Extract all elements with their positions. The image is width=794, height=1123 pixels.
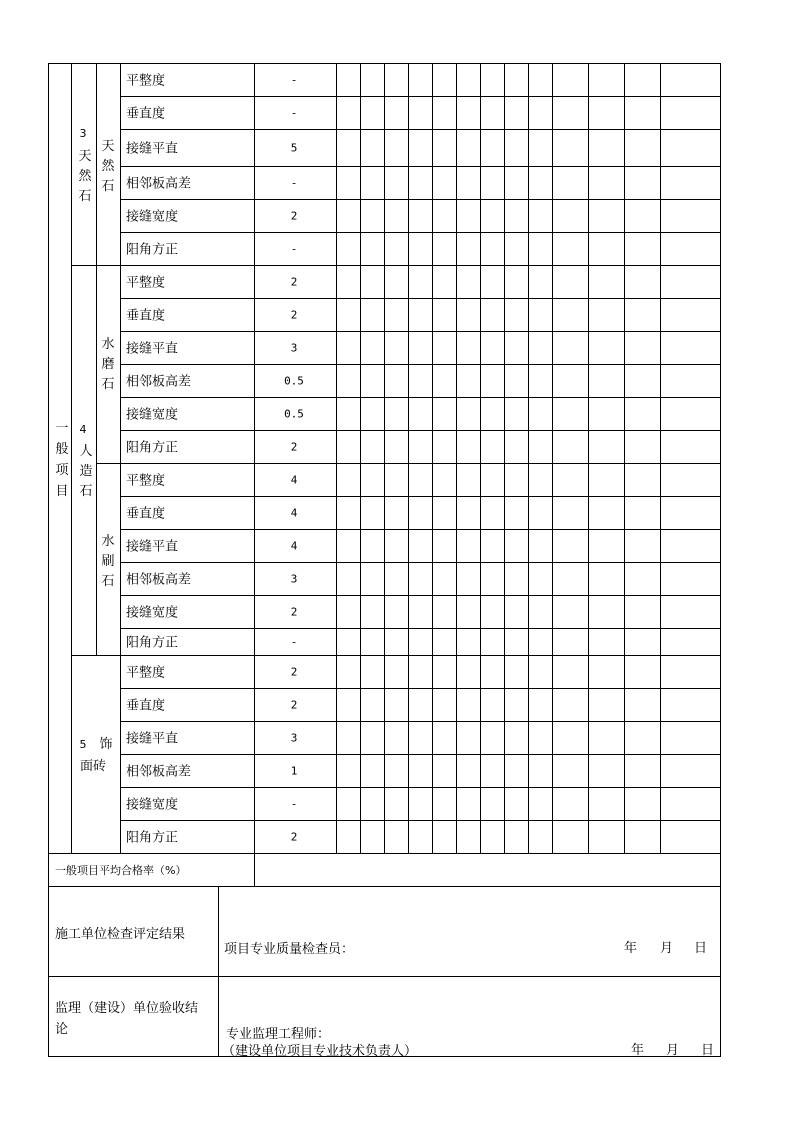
item-allowed-deviation: 0.5 [284, 407, 304, 421]
item-allowed-deviation: 2 [290, 830, 298, 844]
item-allowed-deviation: 2 [290, 605, 298, 619]
supervision-month-label: 月 [666, 1043, 680, 1058]
main-section-label [55, 421, 69, 499]
item-label: 垂直度 [126, 308, 166, 324]
item-allowed-deviation: - [290, 106, 298, 120]
item-label: 垂直度 [126, 106, 166, 122]
group-3-label [78, 127, 92, 204]
supervision-engineer-label: 专业监理工程师： [226, 1027, 331, 1042]
item-allowed-deviation: - [290, 242, 298, 256]
item-allowed-deviation: 2 [290, 275, 298, 289]
group-4-label [79, 423, 92, 499]
item-label: 相邻板高差 [126, 764, 192, 780]
subgroup-tianranshi-label: 天然石 [101, 139, 115, 194]
group-4-name: 人造石 [79, 444, 93, 499]
item-allowed-deviation: - [290, 797, 298, 811]
group-5-label [80, 737, 113, 774]
item-label: 接缝平直 [126, 341, 179, 357]
item-allowed-deviation: 4 [290, 473, 298, 487]
item-allowed-deviation: 4 [290, 506, 298, 520]
item-allowed-deviation: - [290, 635, 298, 649]
item-allowed-deviation: - [290, 176, 298, 190]
item-label: 接缝宽度 [126, 209, 179, 225]
construction-day-label: 日 [694, 941, 708, 956]
group-3-number: 3 [79, 127, 87, 140]
item-allowed-deviation: 3 [290, 341, 298, 355]
item-label: 相邻板高差 [126, 176, 192, 192]
average-pass-rate-label: 一般项目平均合格率（%） [55, 864, 187, 877]
item-allowed-deviation: 2 [290, 308, 298, 322]
group-3-name: 天然石 [78, 149, 92, 204]
item-allowed-deviation: 5 [290, 141, 298, 155]
construction-month-label: 月 [660, 941, 674, 956]
item-allowed-deviation: 2 [290, 209, 298, 223]
item-label: 垂直度 [126, 506, 166, 522]
subgroup-shuimoshi-label: 水磨石 [101, 337, 115, 392]
supervision-conclusion-label-line2: 论 [55, 1022, 69, 1037]
main-section-text: 一般项目 [55, 421, 69, 499]
item-label: 垂直度 [126, 698, 166, 714]
construction-inspector-label: 项目专业质量检查员： [224, 942, 355, 957]
item-rows [126, 73, 304, 846]
group-4-number: 4 [79, 423, 87, 436]
item-label: 平整度 [126, 73, 166, 89]
item-allowed-deviation: 2 [290, 440, 298, 454]
group-5-name-line1: 饰 [99, 737, 113, 752]
item-label: 接缝宽度 [126, 407, 179, 423]
item-allowed-deviation: 2 [290, 698, 298, 712]
item-label: 接缝平直 [126, 731, 179, 747]
item-label: 接缝平直 [126, 539, 179, 555]
item-label: 阳角方正 [126, 440, 179, 456]
item-label: 相邻板高差 [126, 374, 192, 390]
item-label: 接缝宽度 [126, 797, 179, 813]
item-allowed-deviation: - [290, 73, 298, 87]
item-allowed-deviation: 2 [290, 665, 298, 679]
subgroup-shuishuashi-label: 水刷石 [101, 534, 115, 589]
construction-year-label: 年 [624, 941, 638, 956]
item-label: 平整度 [126, 473, 166, 489]
item-label: 阳角方正 [126, 242, 179, 258]
item-label: 接缝平直 [126, 141, 179, 157]
item-allowed-deviation: 4 [290, 539, 298, 553]
group-5-number: 5 [79, 738, 87, 751]
item-allowed-deviation: 3 [290, 731, 298, 745]
item-label: 阳角方正 [126, 635, 179, 651]
supervision-conclusion-label-line1: 监理（建设）单位验收结 [55, 1001, 199, 1016]
group-5-name-line2: 面砖 [79, 759, 107, 774]
item-label: 相邻板高差 [126, 572, 192, 588]
item-label: 接缝宽度 [126, 605, 179, 621]
item-allowed-deviation: 3 [290, 572, 298, 586]
supervision-year-label: 年 [631, 1043, 645, 1058]
supervision-day-label: 日 [701, 1043, 715, 1058]
construction-result-label: 施工单位检查评定结果 [55, 927, 186, 942]
item-allowed-deviation: 1 [290, 764, 298, 778]
item-label: 平整度 [126, 665, 166, 681]
item-allowed-deviation: 0.5 [284, 374, 304, 388]
item-label: 阳角方正 [126, 830, 179, 846]
supervision-engineer-note: （建设单位项目专业技术负责人） [222, 1044, 418, 1059]
item-label: 平整度 [126, 275, 166, 291]
